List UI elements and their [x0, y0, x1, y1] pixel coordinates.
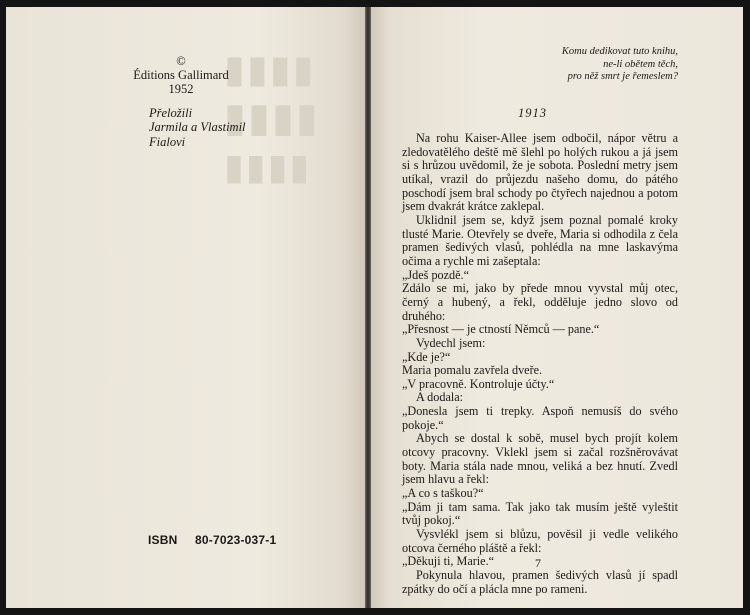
epigraph-line: ne-li obětem těch,	[603, 58, 678, 70]
copyright-symbol: ©	[176, 54, 186, 68]
page-number: 7	[535, 556, 541, 570]
bleed-through-decoration: ▮▮▮▮	[222, 47, 314, 91]
paragraph: Vydechl jsem:	[416, 335, 486, 350]
epigraph-line: Komu dedikovat tuto knihu,	[561, 46, 678, 57]
paragraph: „V pracovně. Kontroluje účty.“	[402, 376, 555, 391]
bleed-through-decoration: ▮▮▮▮	[222, 95, 319, 141]
paragraph: „Přesnost — je ctností Němců — pane.“	[402, 322, 600, 337]
paragraph: „Donesla jsem ti trepky. Aspoň nemusíš do svého pokoje.“	[402, 404, 678, 432]
translators-line: Fialovi	[149, 134, 186, 149]
paragraph: „Dám ji tam sama. Tak jako tak musím ještě vyleštit tvůj pokoj.“	[402, 499, 678, 528]
epigraph	[478, 46, 678, 84]
paragraph: Zdálo se mi, jako by přede mnou vyvstal můj otec, černý a hubený, a řekl, odděluje jedno slovo od druhého:	[402, 281, 678, 323]
paragraph: A dodala:	[416, 390, 464, 405]
publisher-name: Éditions Gallimard	[133, 68, 229, 82]
paragraph: „Děkuji ti, Marie.“	[402, 554, 495, 569]
body-text	[402, 132, 678, 596]
bleed-through-decoration: ▮▮▮▮	[222, 147, 310, 188]
paragraph: Na rohu Kaiser-Allee jsem odbočil, nápor větru a zledovatělého deště mě šlehl po holých rukou a já jsem si s hrůzou uvědomil, že je sobota. Poslední metry jsem utíkal, vrazil do průjezdu našeho domu, do pátého poschodí jsem bral schody po čtyřech najednou a potom jsem dvakrát krátce zaklepal.	[402, 131, 678, 214]
chapter-title: 1913	[518, 106, 547, 120]
paragraph: Abych se dostal k sobě, musel bych projít kolem otcovy pracovny. Vklekl jsem si začal rozšněrovávat boty. Maria stála nade mnou, veliká a bez hnutí. Zvedl jsem hlavu a řekl:	[402, 431, 678, 487]
paragraph: „Kde je?“	[402, 349, 451, 364]
isbn	[148, 533, 276, 547]
copyright-notice	[111, 54, 251, 96]
translators-credit	[149, 106, 279, 149]
isbn-value: 80-7023-037-1	[195, 533, 277, 547]
paragraph: Vysvlékl jsem si blůzu, pověsil ji vedle velikého otcova černého pláště a řekl:	[402, 527, 678, 555]
paragraph: „Jdeš pozdě.“	[402, 267, 470, 282]
paragraph: Uklidnil jsem se, když jsem poznal pomalé kroky tlusté Marie. Otevřely se dveře, Maria si odhodila z čela pramen šedivých vlasů, pohlédla na mne laskavýma očima a rychle mi zašeptala:	[402, 212, 678, 268]
isbn-label: ISBN	[148, 533, 178, 547]
left-page	[6, 7, 365, 608]
paragraph: Maria pomalu zavřela dveře.	[402, 363, 543, 378]
paragraph: „A co s taškou?“	[402, 486, 484, 501]
paragraph: Pokynula hlavou, pramen šedivých vlasů jí spadl zpátky do očí a plácla mne po rameni.	[402, 568, 678, 596]
publication-year: 1952	[168, 82, 194, 96]
epigraph-line: pro něž smrt je řemeslem?	[567, 71, 678, 83]
translators-line: Jarmila a Vlastimil	[149, 120, 246, 135]
translators-line: Přeložili	[149, 106, 193, 120]
